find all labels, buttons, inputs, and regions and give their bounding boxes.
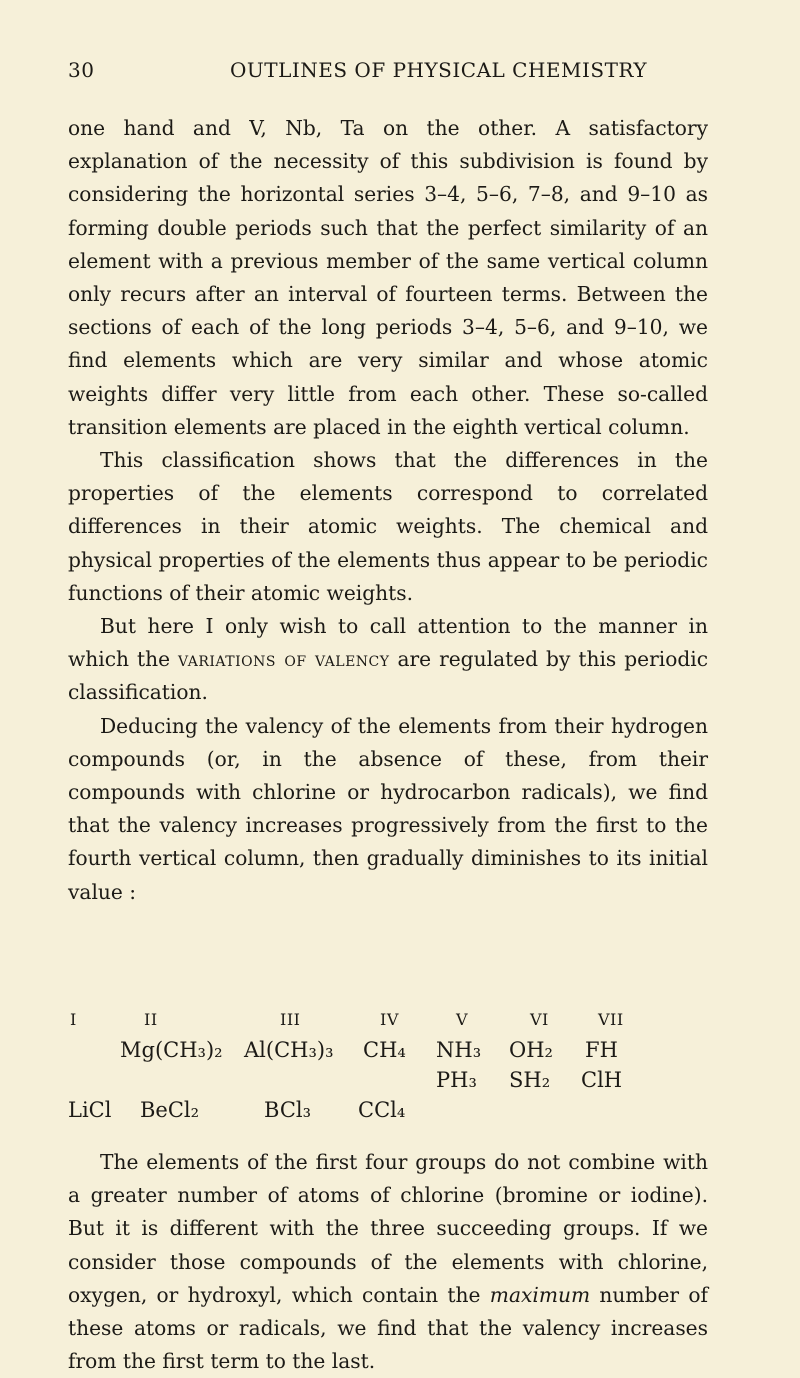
paragraph-3 [68, 610, 708, 710]
compound-fh: FH [585, 1038, 618, 1062]
paragraph-1: one hand and V, Nb, Ta on the other. A satisfactory explanation of the necessity of this subdivision is found by considering the horizontal series 3–4, 5–6, 7–8, and 9–10 as forming double periods such that the perfect similarity of an element with a previous member of the same vertical column only recurs after an interval of fourteen terms. Between the sections of each of the long periods 3–4, 5–6, and 9–10, we find elements which are very similar and whose atomic weights differ very little from each other. These so-called transition elements are placed in the eighth vertical column. [68, 116, 708, 439]
paragraph-2: This classification shows that the differences in the properties of the elements correspond to correlated differences in their atomic weights. The chemical and physical properties of the elements thus appear to be periodic functions of their atomic weights. [68, 448, 708, 605]
group-label-3: III [280, 1010, 301, 1029]
group-label-2: II [144, 1010, 158, 1029]
small-caps-phrase: variations of valency [178, 647, 390, 672]
compound-ph3: PH₃ [436, 1068, 477, 1092]
compound-mg-ch3-2: Mg(CH₃)₂ [120, 1038, 223, 1062]
page-number: 30 [68, 58, 95, 82]
group-label-6: VI [530, 1010, 549, 1029]
closing-text [68, 1146, 708, 1378]
compound-oh2: OH₂ [509, 1038, 553, 1062]
compound-becl2: BeCl₂ [140, 1098, 200, 1122]
compound-bcl3: BCl₃ [264, 1098, 312, 1122]
compound-sh2: SH₂ [509, 1068, 551, 1092]
compound-licl: LiCl [68, 1098, 112, 1122]
paragraph-3-text-b: are regulated by this periodic classification. [68, 647, 709, 705]
page-header [68, 58, 708, 88]
valency-table [68, 1010, 708, 1140]
compound-ch4: CH₄ [363, 1038, 406, 1062]
compound-ccl4: CCl₄ [358, 1098, 406, 1122]
compound-al-ch3-3: Al(CH₃)₃ [244, 1038, 334, 1062]
running-head: OUTLINES OF PHYSICAL CHEMISTRY [230, 58, 648, 82]
group-label-7: VII [598, 1010, 624, 1029]
group-label-5: V [456, 1010, 469, 1029]
compound-clh: ClH [581, 1068, 623, 1092]
compound-nh3: NH₃ [436, 1038, 482, 1062]
group-label-4: IV [380, 1010, 399, 1029]
group-label-1: I [70, 1010, 77, 1029]
italic-word: maximum [489, 1282, 591, 1307]
paragraph-5-text-a: The elements of the first four groups do not combine with a greater number of atoms of chlorine (bromine or iodine). But it is different with the three succeeding groups. If we consider those compounds of the elements with chlorine, oxygen, or hydroxyl, which contain the [68, 1150, 708, 1307]
paragraph-4: Deducing the valency of the elements from their hydrogen compounds (or, in the absence of these, from their compounds with chlorine or hydrocarbon radicals), we find that the valency increases progressively from the first to the fourth vertical column, then gradually diminishes to its initial value : [68, 713, 708, 904]
paragraph-3-text-a: But here I only wish to call attention to the manner in which the [68, 614, 708, 672]
paragraph-5-text-b: number of these atoms or radicals, we find that the valency increases from the first term to the last. [68, 1282, 708, 1374]
paragraph-5 [68, 1146, 708, 1378]
body-text [68, 112, 708, 909]
